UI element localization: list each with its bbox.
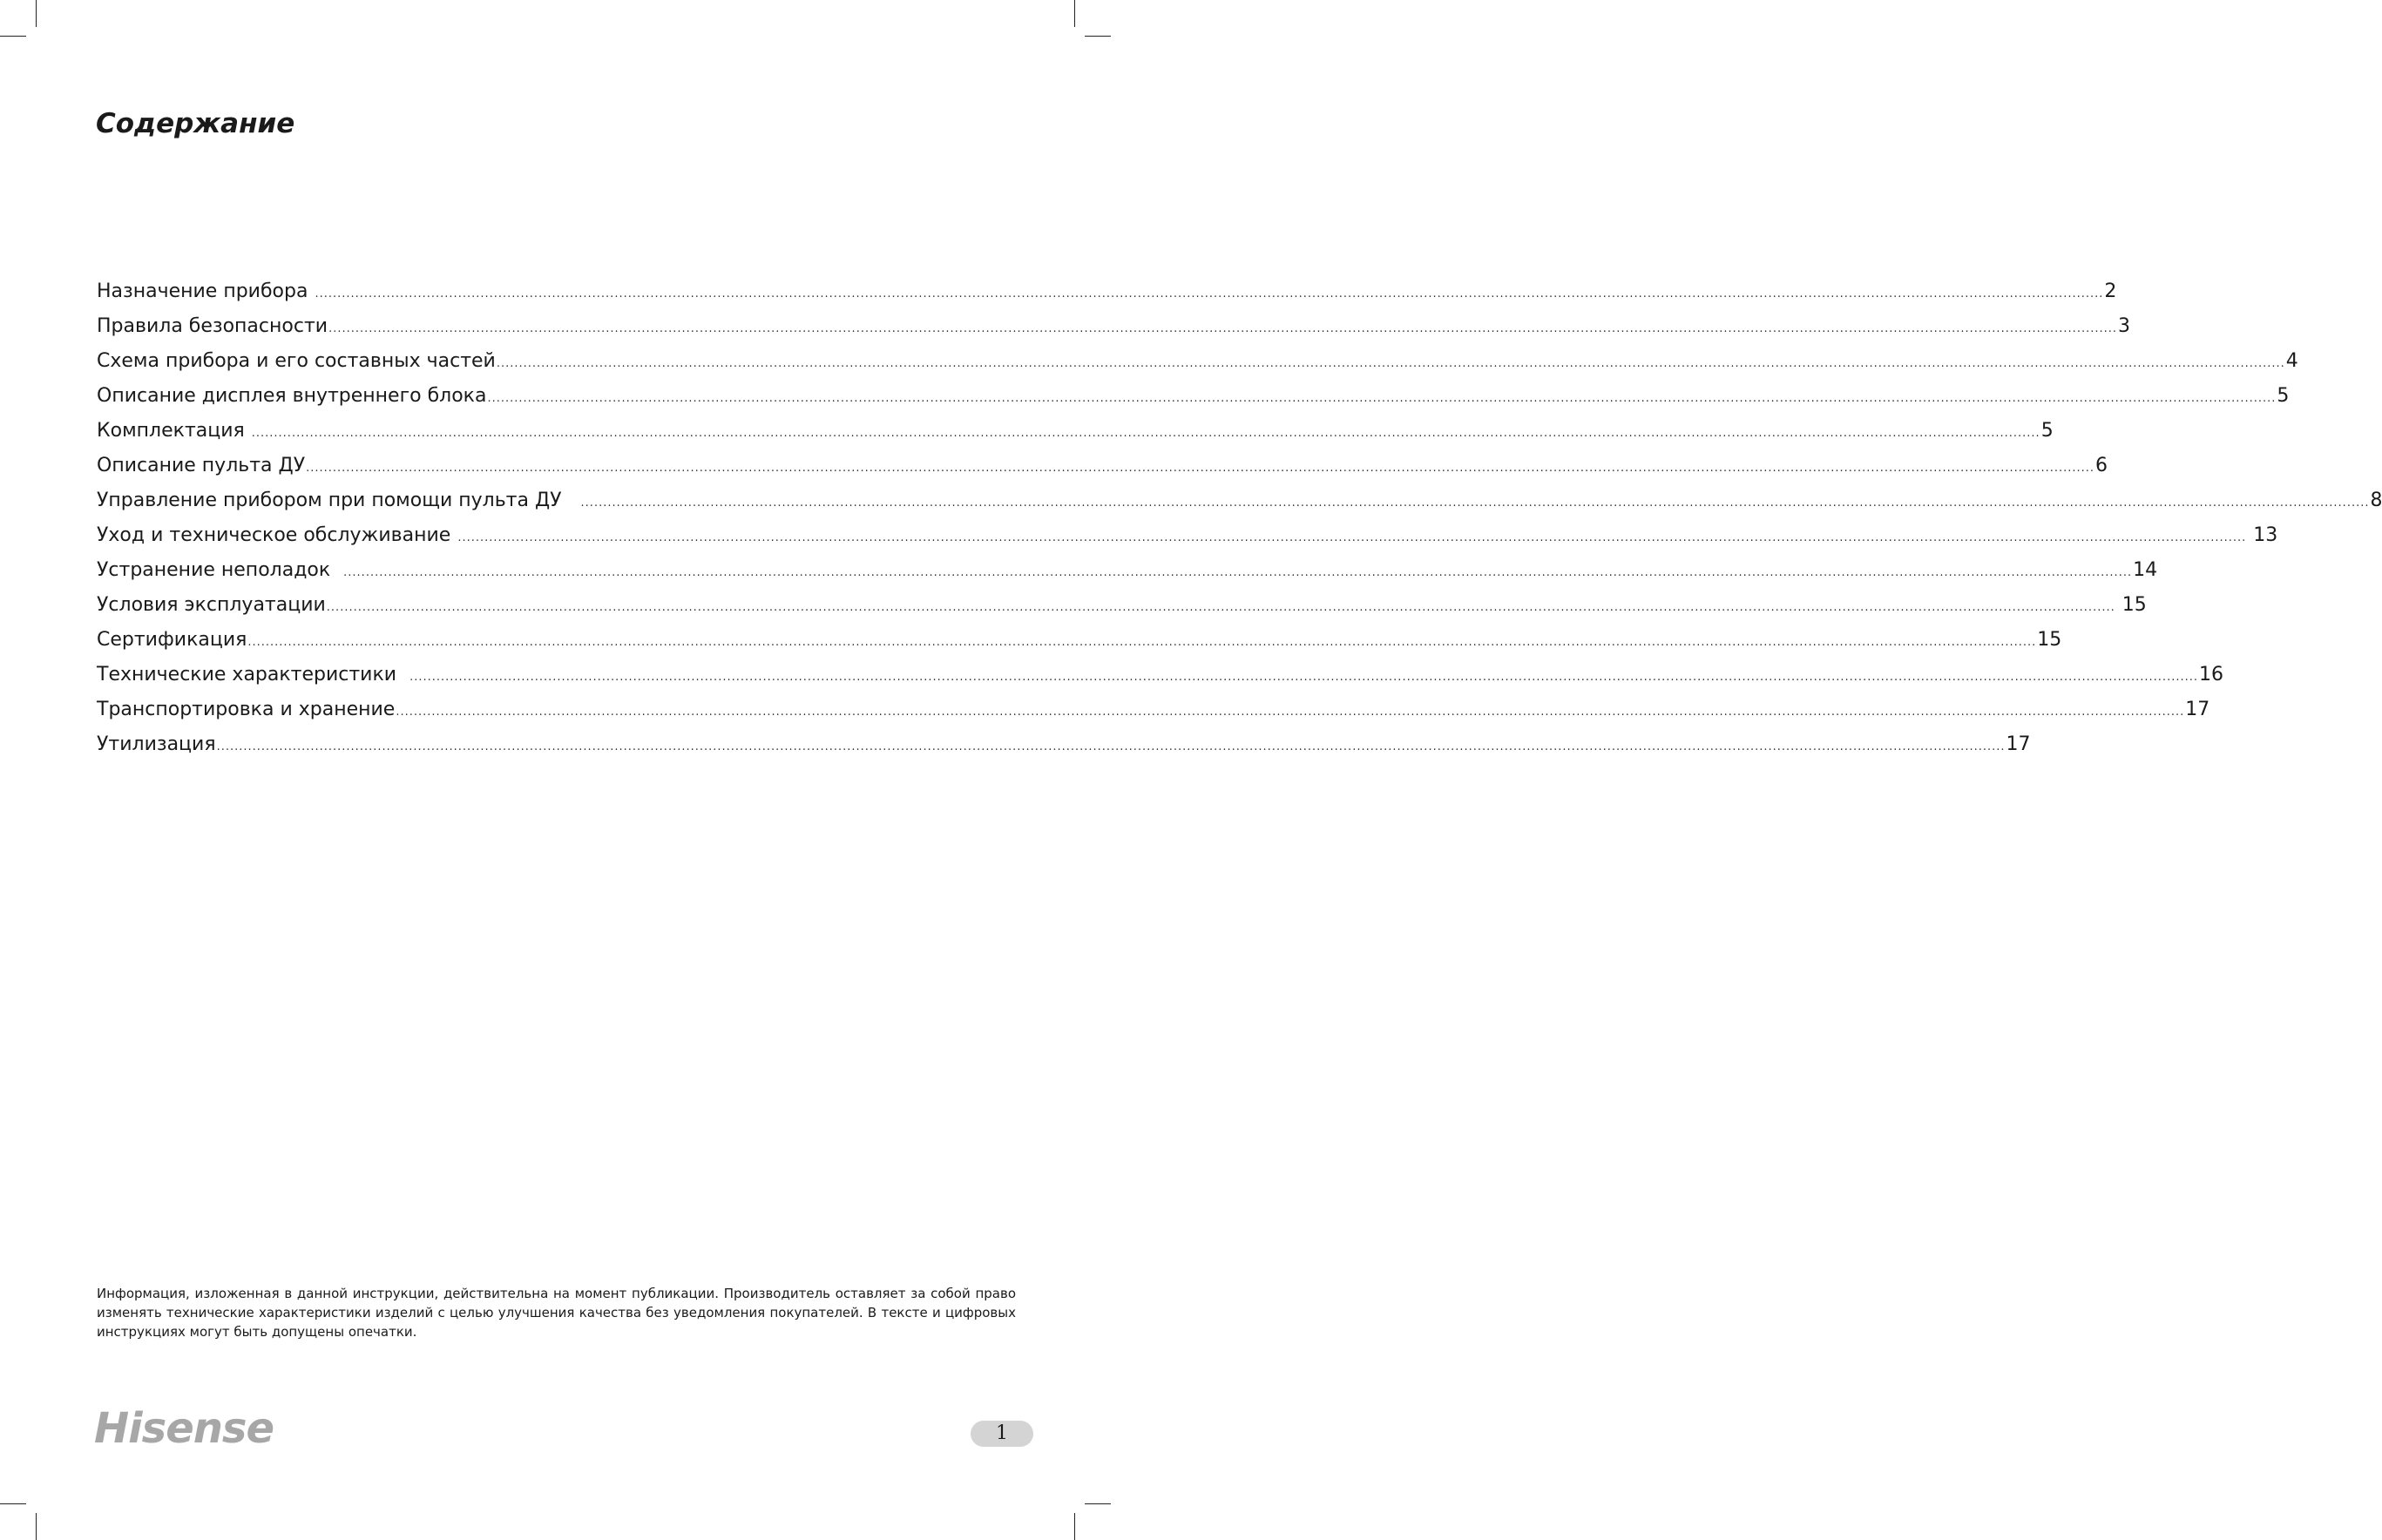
toc-entry[interactable] — [97, 309, 2131, 344]
toc-entry-page: 6 — [2095, 455, 2108, 476]
crop-mark-bottom-left-horizontal — [0, 1503, 26, 1504]
toc-leader-dots: ................................................................................................................................................................................................................................................................................................................................................................................................................ — [315, 287, 2104, 301]
page-title: Содержание — [96, 108, 295, 139]
toc-entry[interactable] — [97, 727, 2031, 762]
toc-entry-label: Управление прибором при помощи пульта ДУ — [97, 490, 580, 511]
toc-leader-dots: ................................................................................................................................................................................................................................................................................................................................................................................................................ — [328, 322, 2118, 335]
crop-mark-bottom-right-horizontal — [1085, 1503, 1111, 1504]
toc-entry-label: Сертификация — [97, 629, 247, 651]
toc-entry-label: Технические характеристики — [97, 664, 409, 686]
toc-entry[interactable] — [97, 483, 2382, 518]
toc-entry[interactable] — [97, 518, 2278, 553]
toc-entry-page: 14 — [2133, 559, 2158, 581]
toc-entry-label: Комплектация — [97, 420, 251, 442]
toc-leader-dots: ................................................................................................................................................................................................................................................................................................................................................................................................................ — [216, 740, 2006, 753]
toc-entry[interactable] — [97, 553, 2158, 588]
toc-entry-page: 2 — [2104, 280, 2117, 302]
toc-leader-dots: ................................................................................................................................................................................................................................................................................................................................................................................................................ — [247, 636, 2037, 649]
disclaimer-note: Информация, изложенная в данной инструкции, действительна на момент публикации. Производитель оставляет за собой право изменять технические характеристики изделий с целью улучшения качества без уведомления покупателей. В тексте и цифровых инструкциях могут быть допущены опечатки. — [97, 1286, 1016, 1340]
toc-entry-label: Назначение прибора — [97, 280, 315, 302]
toc-leader-dots: ................................................................................................................................................................................................................................................................................................................................................................................................................ — [251, 427, 2040, 440]
toc-entry-label: Устранение неполадок — [97, 559, 343, 581]
toc-entry-label: Правила безопасности — [97, 315, 328, 337]
toc-entry[interactable] — [97, 379, 2290, 414]
toc-entry[interactable] — [97, 692, 2210, 727]
toc-entry-page: 5 — [2040, 420, 2054, 442]
toc-entry-label: Условия эксплуатации — [97, 594, 326, 616]
table-of-contents — [97, 274, 2382, 762]
toc-leader-dots: ................................................................................................................................................................................................................................................................................................................................................................................................................ — [457, 531, 2247, 544]
toc-leader-dots: ................................................................................................................................................................................................................................................................................................................................................................................................................ — [326, 601, 2115, 614]
toc-entry[interactable] — [97, 588, 2147, 623]
toc-entry-label: Описание дисплея внутреннего блока — [97, 385, 487, 407]
toc-entry-label: Транспортировка и хранение — [97, 699, 396, 720]
toc-leader-dots: ................................................................................................................................................................................................................................................................................................................................................................................................................ — [496, 357, 2285, 370]
toc-leader-dots: ................................................................................................................................................................................................................................................................................................................................................................................................................ — [580, 496, 2370, 510]
toc-entry-label: Утилизация — [97, 733, 216, 755]
toc-entry[interactable] — [97, 274, 2117, 309]
toc-entry-page: 4 — [2285, 350, 2298, 372]
toc-entry-page: 13 — [2247, 524, 2278, 546]
brand-logo: Hisense — [94, 1404, 274, 1453]
crop-mark-top-right-vertical — [1074, 0, 1075, 27]
toc-entry[interactable] — [97, 623, 2062, 658]
toc-entry[interactable] — [97, 414, 2054, 449]
toc-entry-label: Уход и техническое обслуживание — [97, 524, 457, 546]
toc-entry-page: 15 — [2037, 629, 2062, 651]
toc-entry-page: 8 — [2370, 490, 2382, 511]
toc-entry-page: 17 — [2185, 699, 2210, 720]
crop-mark-bottom-left-vertical — [36, 1513, 37, 1540]
toc-entry-page: 15 — [2115, 594, 2147, 616]
crop-mark-bottom-right-vertical — [1074, 1513, 1075, 1540]
toc-leader-dots: ................................................................................................................................................................................................................................................................................................................................................................................................................ — [409, 671, 2198, 684]
crop-mark-top-right-horizontal — [1085, 36, 1111, 37]
toc-leader-dots: ................................................................................................................................................................................................................................................................................................................................................................................................................ — [396, 706, 2185, 719]
toc-entry-page: 17 — [2006, 733, 2031, 755]
toc-entry-page: 16 — [2199, 664, 2223, 686]
toc-entry-label: Схема прибора и его составных частей — [97, 350, 496, 372]
toc-entry[interactable] — [97, 449, 2108, 483]
page-number-badge: 1 — [971, 1421, 1033, 1447]
toc-leader-dots: ................................................................................................................................................................................................................................................................................................................................................................................................................ — [487, 392, 2277, 405]
toc-entry-label: Описание пульта ДУ — [97, 455, 306, 476]
toc-entry[interactable] — [97, 344, 2298, 379]
crop-mark-top-left-vertical — [36, 0, 37, 27]
toc-leader-dots: ................................................................................................................................................................................................................................................................................................................................................................................................................ — [306, 462, 2095, 475]
toc-entry-page: 3 — [2118, 315, 2131, 337]
crop-mark-top-left-horizontal — [0, 36, 26, 37]
toc-leader-dots: ................................................................................................................................................................................................................................................................................................................................................................................................................ — [343, 566, 2133, 579]
toc-entry[interactable] — [97, 658, 2223, 692]
toc-entry-page: 5 — [2277, 385, 2290, 407]
